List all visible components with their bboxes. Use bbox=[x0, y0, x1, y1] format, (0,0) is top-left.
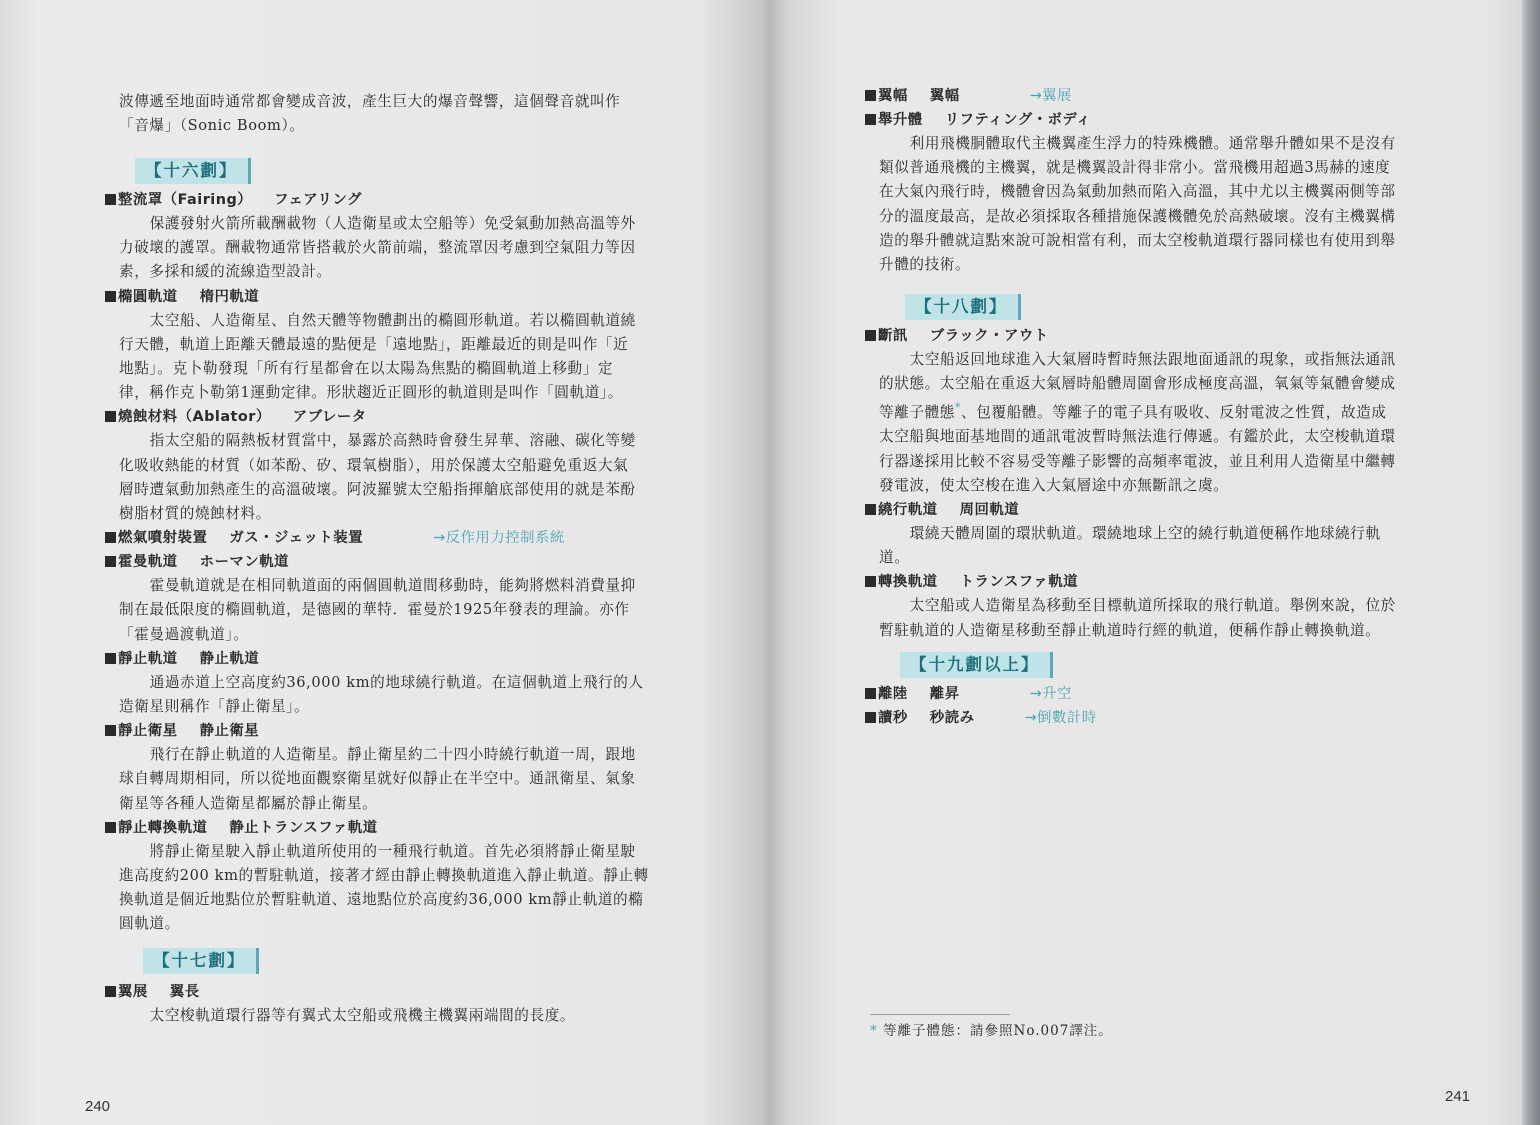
entry-term: 燒蝕材料（Ablator） アブレータ bbox=[105, 405, 695, 429]
entry-body-line: 太空船、人造衛星、自然天體等物體劃出的橢圓形軌道。若以橢圓軌道繞 bbox=[149, 311, 636, 329]
entry-body-line: 分的溫度最高，是故必須採取各種措施保護機體免於高熱破壞。沒有主機翼構 bbox=[879, 207, 1396, 225]
entry-term: 靜止轉換軌道 静止トランスファ軌道 bbox=[105, 816, 695, 840]
intro-line: 「音爆」（Sonic Boom）。 bbox=[119, 117, 305, 135]
bullet-square bbox=[105, 194, 116, 205]
entry-body-line: 霍曼軌道就是在相同軌道面的兩個圓軌道間移動時，能夠將燃料消費量抑 bbox=[149, 577, 636, 595]
entry-body-line: 進高度約200 km的暫駐軌道，接著才經由靜止轉換軌道進入靜止軌道。靜止轉 bbox=[119, 867, 649, 885]
bullet-square bbox=[105, 822, 116, 833]
entry-body-line: 太空船返回地球進入大氣層時暫時無法跟地面通訊的現象，或指無法通訊 bbox=[909, 351, 1396, 368]
intro-line: 波傳遞至地面時通常都會變成音波，產生巨大的爆音聲響，這個聲音就叫作 bbox=[119, 93, 621, 110]
entry-body-line: 利用飛機胴體取代主機翼產生浮力的特殊機體。通常舉升體如果不是沒有 bbox=[909, 135, 1396, 152]
entry-body-line: 層時遭氣動加熱產生的高溫破壞。阿波羅號太空船指揮艙底部使用的就是苯酚 bbox=[119, 480, 636, 498]
entry-term: 轉換軌道 トランスファ軌道 bbox=[865, 570, 1450, 594]
entry-term: 燃氣噴射裝置 ガス・ジェット装置 →反作用力控制系統 bbox=[105, 526, 695, 550]
entry-body-line: 發電波，使太空梭在進入大氣層途中亦無斷訊之虞。 bbox=[879, 476, 1229, 494]
bullet-square bbox=[105, 411, 116, 422]
entry-body-line: 衛星等各種人造衛星都屬於靜止衛星。 bbox=[119, 794, 378, 812]
page-number: 241 bbox=[1445, 1088, 1471, 1105]
entry-term: 橢圓軌道 楕円軌道 bbox=[105, 285, 695, 309]
page-number: 240 bbox=[85, 1098, 111, 1115]
entry-body-line: 素，多採和緩的流線造型設計。 bbox=[119, 263, 332, 281]
entry-term: 斷訊 ブラック・アウト bbox=[865, 324, 1450, 348]
entry-term: 舉升體 リフティング・ボディ bbox=[865, 108, 1450, 132]
entry-body-line: 環繞天體周圍的環狀軌道。環繞地球上空的繞行軌道便稱作地球繞行軌 bbox=[909, 525, 1381, 543]
section-heading-16: 【十六劃】 bbox=[135, 158, 251, 184]
section-heading-19: 【十九劃以上】 bbox=[900, 652, 1053, 678]
bullet-square bbox=[865, 114, 876, 125]
section-heading-18: 【十八劃】 bbox=[905, 294, 1021, 320]
entry-term: 霍曼軌道 ホーマン軌道 bbox=[105, 550, 695, 574]
entry-term: 翼幅 翼幅 →翼展 bbox=[865, 84, 1450, 108]
cross-reference[interactable]: →反作用力控制系統 bbox=[433, 530, 565, 547]
entry-term: 讀秒 秒読み →倒數計時 bbox=[865, 706, 1450, 730]
entry-body-line: 「霍曼過渡軌道」。 bbox=[119, 625, 249, 643]
entry-body-line: 暫駐軌道的人造衛星移動至靜止軌道時行經的軌道，便稱作靜止轉換軌道。 bbox=[879, 621, 1381, 639]
entry-body-line: 樹脂材質的燒蝕材料。 bbox=[119, 505, 271, 523]
entry-body-line: 制在最低限度的橢圓軌道，是德國的華特．霍曼於1925年發表的理論。亦作 bbox=[119, 601, 630, 619]
bullet-square bbox=[105, 725, 116, 736]
bullet-square bbox=[865, 712, 876, 723]
bullet-square bbox=[865, 576, 876, 587]
entry-body-line: 飛行在靜止軌道的人造衛星。靜止衛星約二十四小時繞行軌道一周，跟地 bbox=[149, 746, 636, 764]
entry-body-line: 太空梭軌道環行器等有翼式太空船或飛機主機翼兩端間的長度。 bbox=[149, 1007, 576, 1024]
cross-reference[interactable]: →倒數計時 bbox=[1024, 710, 1097, 726]
entry-term: 整流罩（Fairing） フェアリング bbox=[105, 188, 695, 212]
entry-body-line: 類似普通飛機的主機翼，就是機翼設計得非常小。當飛機用超過3馬赫的速度 bbox=[879, 159, 1391, 177]
page-edge bbox=[1522, 0, 1540, 1125]
bullet-square bbox=[865, 90, 876, 101]
entry-body-line: 圓軌道。 bbox=[119, 915, 180, 933]
entry-body-line: 球自轉周期相同，所以從地面觀察衛星就好似靜止在半空中。通訊衛星、氣象 bbox=[119, 770, 636, 788]
entry-body-line: 通過赤道上空高度約36,000 km的地球繞行軌道。在這個軌道上飛行的人 bbox=[149, 673, 644, 691]
bullet-square bbox=[105, 556, 116, 567]
entry-body-line: 等離子體態*、包覆船體。等離子的電子具有吸收、反射電波之性質，故造成 bbox=[879, 401, 1387, 422]
entry-body-line: 太空船與地面基地間的通訊電波暫時無法進行傳遞。有鑑於此，太空梭軌道環 bbox=[879, 428, 1396, 446]
entry-body-line: 地點」。克卜勒發現「所有行星都會在以太陽為焦點的橢圓軌道上移動」定 bbox=[119, 360, 614, 378]
entry-body-line: 行器遂採用比較不容易受等離子影響的高頻率電波，並且利用人造衛星中繼轉 bbox=[879, 452, 1396, 470]
entry-body-line: 換軌道是個近地點位於暫駐軌道、遠地點位於高度約36,000 km靜止軌道的橢 bbox=[119, 891, 644, 909]
entry-term: 繞行軌道 周回軌道 bbox=[865, 498, 1450, 522]
bullet-square bbox=[105, 291, 116, 302]
bullet-square bbox=[865, 330, 876, 341]
entry-term: 翼展 翼長 bbox=[105, 980, 695, 1004]
entry-body-line: 的狀態。太空船在重返大氣層時船體周圍會形成極度高溫，氧氣等氣體會變成 bbox=[879, 375, 1396, 393]
entry-body-line: 道。 bbox=[879, 549, 910, 567]
entry-term: 離陸 離昇 →升空 bbox=[865, 682, 1450, 706]
entry-body-line: 指太空船的隔熱板材質當中，暴露於高熱時會發生昇華、溶融、碳化等變 bbox=[149, 432, 636, 450]
bullet-square bbox=[865, 688, 876, 699]
section-heading-17: 【十七劃】 bbox=[143, 948, 259, 974]
cross-reference[interactable]: →升空 bbox=[1029, 686, 1072, 702]
right-page bbox=[770, 0, 1522, 1125]
entry-body-line: 行天體，軌道上距離天體最遠的點便是「遠地點」，距離最近的則是叫作「近 bbox=[119, 335, 629, 353]
bullet-square bbox=[865, 504, 876, 515]
footnote: * 等離子體態：請參照No.007譯注。 bbox=[870, 1023, 1113, 1039]
entry-body-line: 升體的技術。 bbox=[879, 256, 971, 274]
bullet-square bbox=[105, 653, 116, 664]
entry-body-line: 太空船或人造衛星為移動至目標軌道所採取的飛行軌道。舉例來說，位於 bbox=[909, 597, 1396, 615]
footnote-rule bbox=[870, 1014, 1010, 1015]
entry-body-line: 律，稱作克卜勒第1運動定律。形狀趨近正圓形的軌道則是叫作「圓軌道」。 bbox=[119, 384, 623, 402]
entry-term: 靜止軌道 静止軌道 bbox=[105, 647, 695, 671]
cross-reference[interactable]: →翼展 bbox=[1029, 88, 1072, 104]
entry-body-line: 力破壞的護罩。酬載物通常皆搭載於火箭前端，整流罩因考慮到空氣阻力等因 bbox=[119, 239, 636, 257]
entry-body-line: 將靜止衛星駛入靜止軌道所使用的一種飛行軌道。首先必須將靜止衛星駛 bbox=[149, 842, 636, 860]
entry-body-line: 造衛星則稱作「靜止衛星」。 bbox=[119, 698, 310, 716]
entry-body-line: 造的舉升體就這點來說可說相當有利，而太空梭軌道環行器同樣也有使用到舉 bbox=[879, 231, 1396, 249]
entry-body-line: 在大氣內飛行時，機體會因為氣動加熱而陷入高溫，其中尤以主機翼兩側等部 bbox=[879, 183, 1396, 201]
bullet-square bbox=[105, 532, 116, 543]
bullet-square bbox=[105, 986, 116, 997]
entry-body-line: 化吸收熱能的材質（如苯酚、矽、環氧樹脂），用於保護太空船避免重返大氣 bbox=[119, 456, 629, 474]
entry-body-line: 保護發射火箭所載酬載物（人造衛星或太空船等）免受氣動加熱高溫等外 bbox=[149, 215, 636, 232]
entry-term: 靜止衛星 静止衛星 bbox=[105, 719, 695, 743]
footnote-marker: * bbox=[954, 401, 962, 415]
